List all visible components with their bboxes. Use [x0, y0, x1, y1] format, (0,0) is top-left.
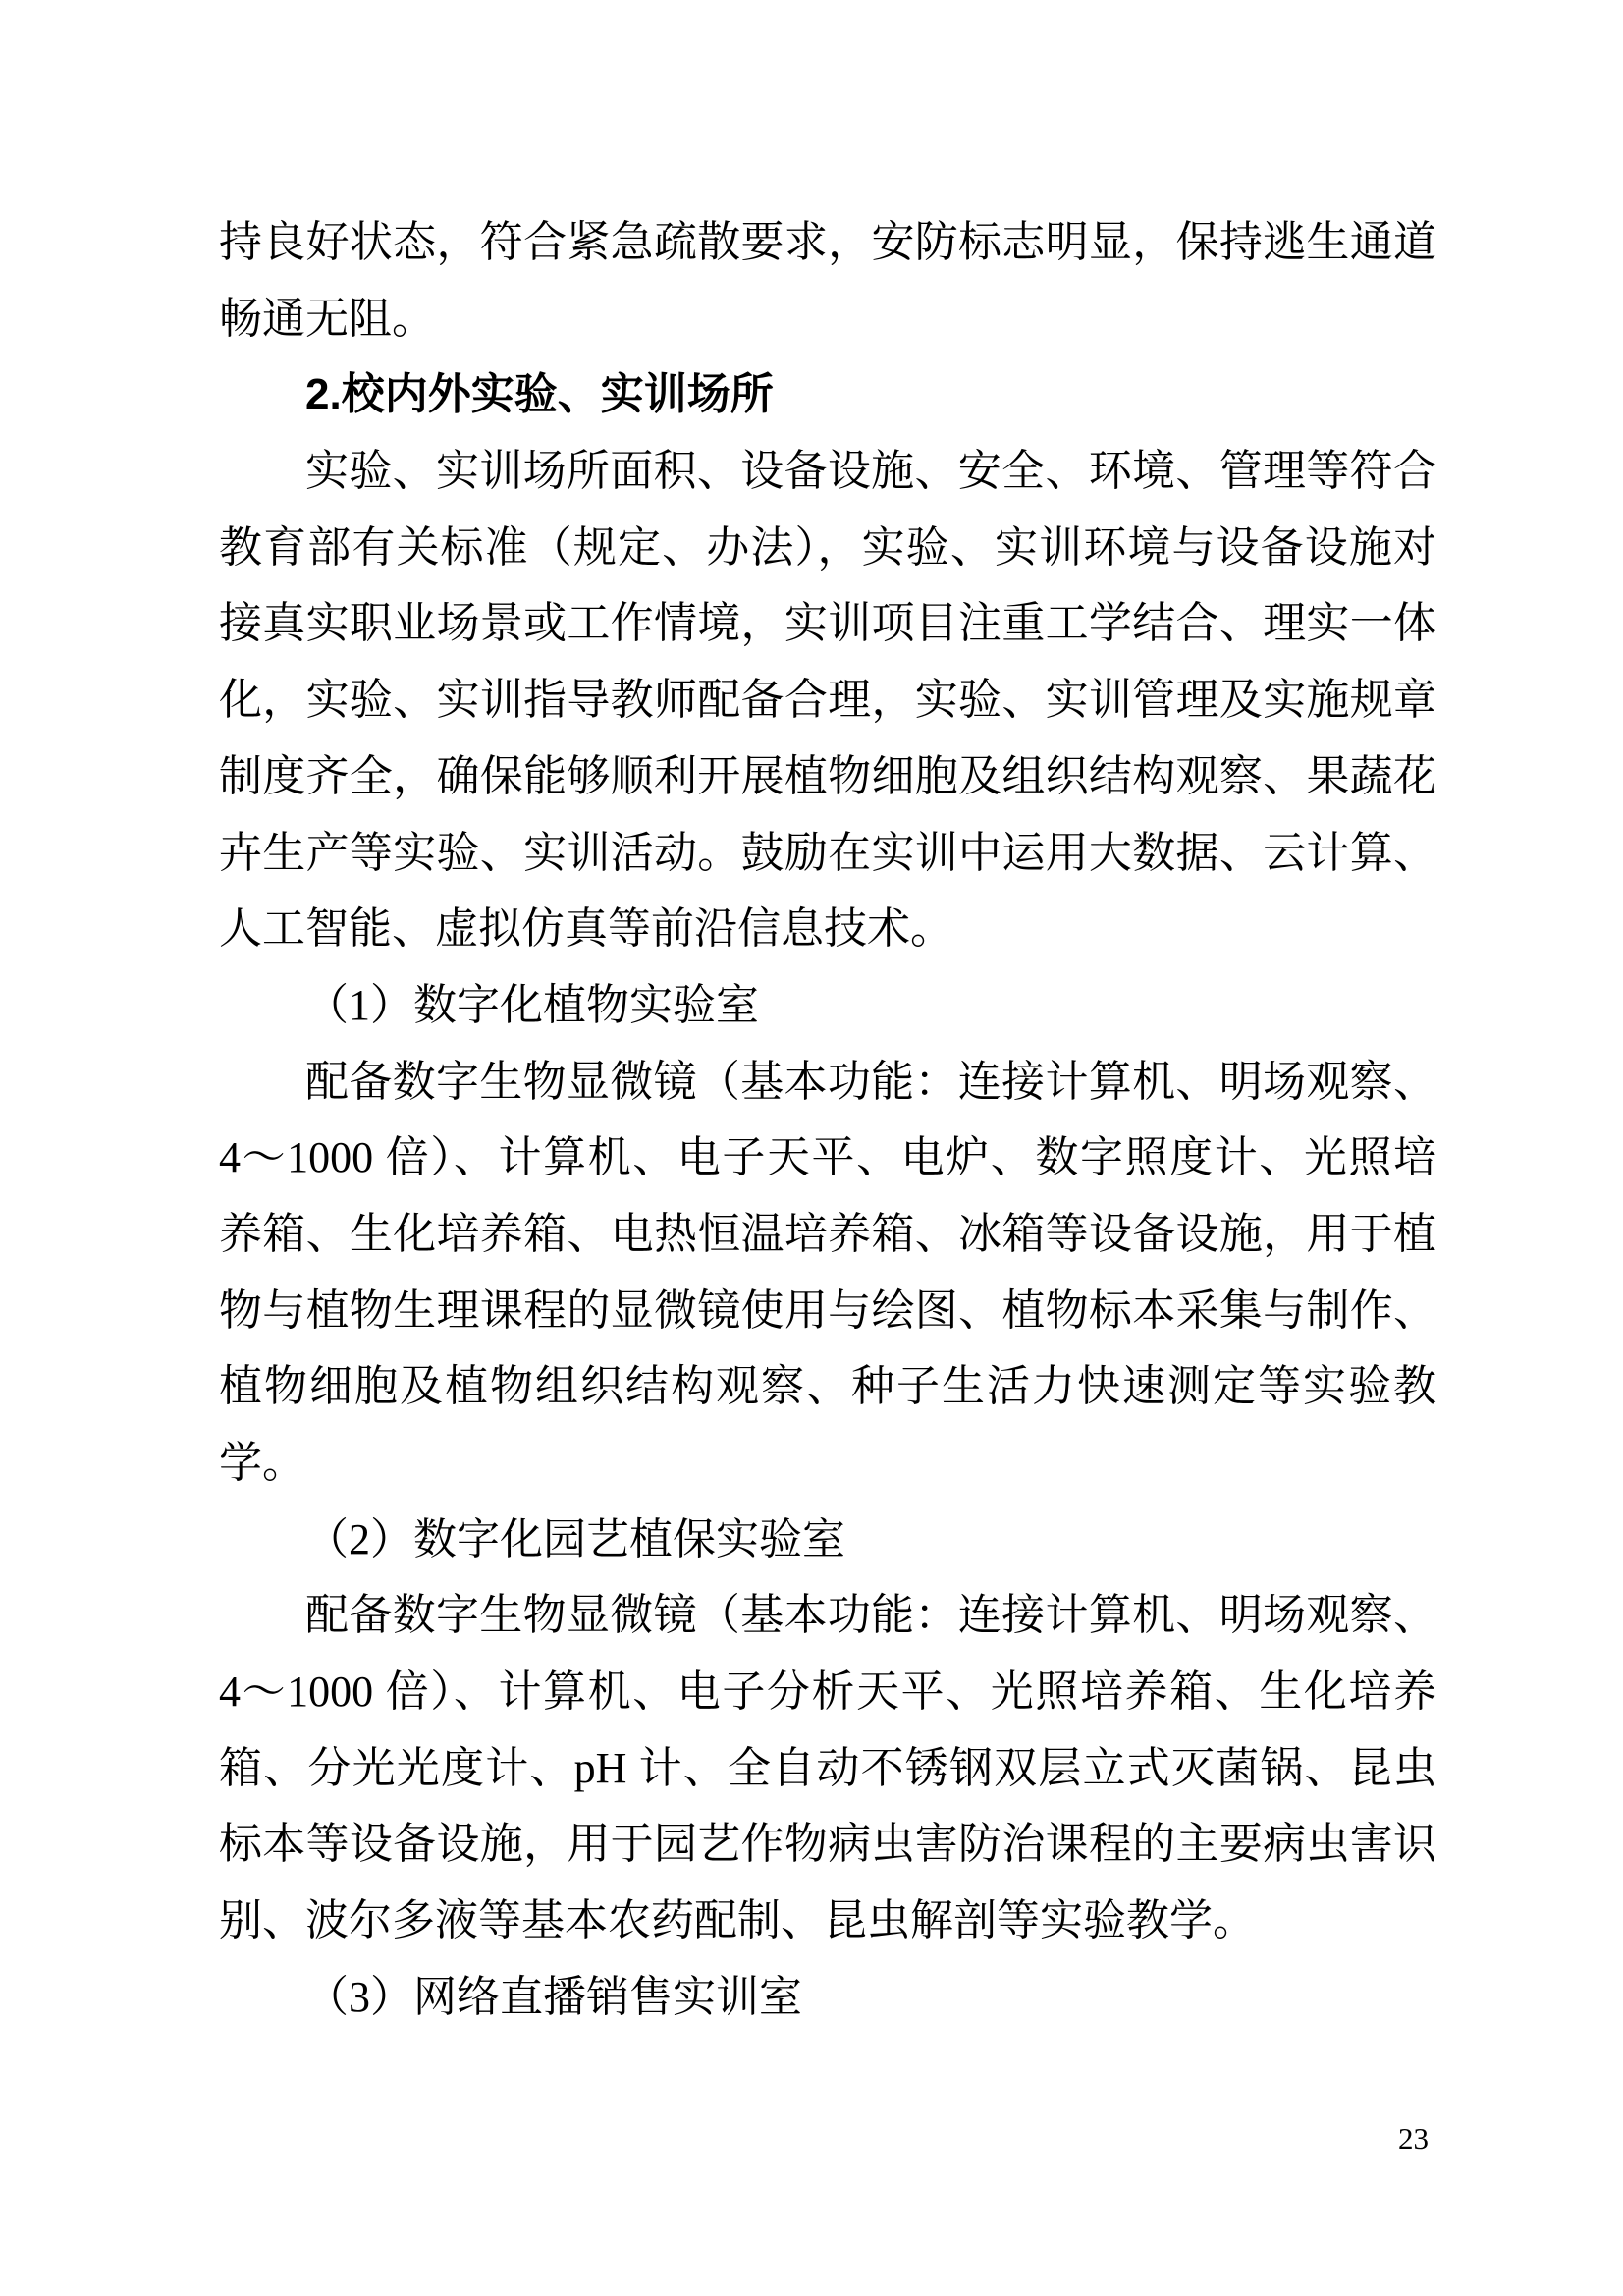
paragraph-line: 植物细胞及植物组织结构观察、种子生活力快速测定等实验教: [219, 1362, 1436, 1411]
paragraph-line: 物与植物生理课程的显微镜使用与绘图、植物标本采集与制作、: [219, 1285, 1436, 1335]
subsection-heading: （3）网络直播销售实训室: [305, 1972, 802, 2021]
paragraph-line: 人工智能、虚拟仿真等前沿信息技术。: [219, 904, 953, 954]
paragraph-line: 接真实职业场景或工作情境，实训项目注重工学结合、理实一体: [219, 599, 1436, 648]
paragraph-line: 畅通无阻。: [219, 294, 435, 343]
document-page: [219, 204, 1436, 2036]
page-number: 23: [1398, 2121, 1429, 2156]
paragraph-line: 配备数字生物显微镜（基本功能：连接计算机、明场观察、: [305, 1591, 1436, 1640]
paragraph-line: 箱、分光光度计、pH 计、全自动不锈钢双层立式灭菌锅、昆虫: [219, 1743, 1436, 1792]
paragraph-line: 实验、实训场所面积、设备设施、安全、环境、管理等符合: [305, 447, 1436, 496]
paragraph-line: 持良好状态，符合紧急疏散要求，安防标志明显，保持逃生通道: [219, 218, 1436, 266]
paragraph-line: 标本等设备设施，用于园艺作物病虫害防治课程的主要病虫害识: [219, 1820, 1436, 1869]
paragraph-line: 制度齐全，确保能够顺利开展植物细胞及组织结构观察、果蔬花: [219, 751, 1436, 800]
paragraph-line: 养箱、生化培养箱、电热恒温培养箱、冰箱等设备设施，用于植: [219, 1209, 1436, 1258]
section-heading: 2.校内外实验、实训场所: [305, 370, 774, 419]
subsection-heading: （1）数字化植物实验室: [305, 980, 759, 1029]
paragraph-line: 卉生产等实验、实训活动。鼓励在实训中运用大数据、云计算、: [219, 828, 1436, 877]
subsection-heading: （2）数字化园艺植保实验室: [305, 1514, 845, 1563]
paragraph-line: 化，实验、实训指导教师配备合理，实验、实训管理及实施规章: [219, 676, 1436, 725]
paragraph-line: 配备数字生物显微镜（基本功能：连接计算机、明场观察、: [305, 1057, 1436, 1106]
paragraph-line: 教育部有关标准（规定、办法），实验、实训环境与设备设施对: [219, 522, 1436, 572]
paragraph-line: 学。: [219, 1439, 305, 1487]
paragraph-line: 4～1000 倍）、计算机、电子天平、电炉、数字照度计、光照培: [219, 1133, 1436, 1182]
paragraph-line: 别、波尔多液等基本农药配制、昆虫解剖等实验教学。: [219, 1896, 1256, 1945]
paragraph-line: 4～1000 倍）、计算机、电子分析天平、光照培养箱、生化培养: [219, 1667, 1436, 1717]
